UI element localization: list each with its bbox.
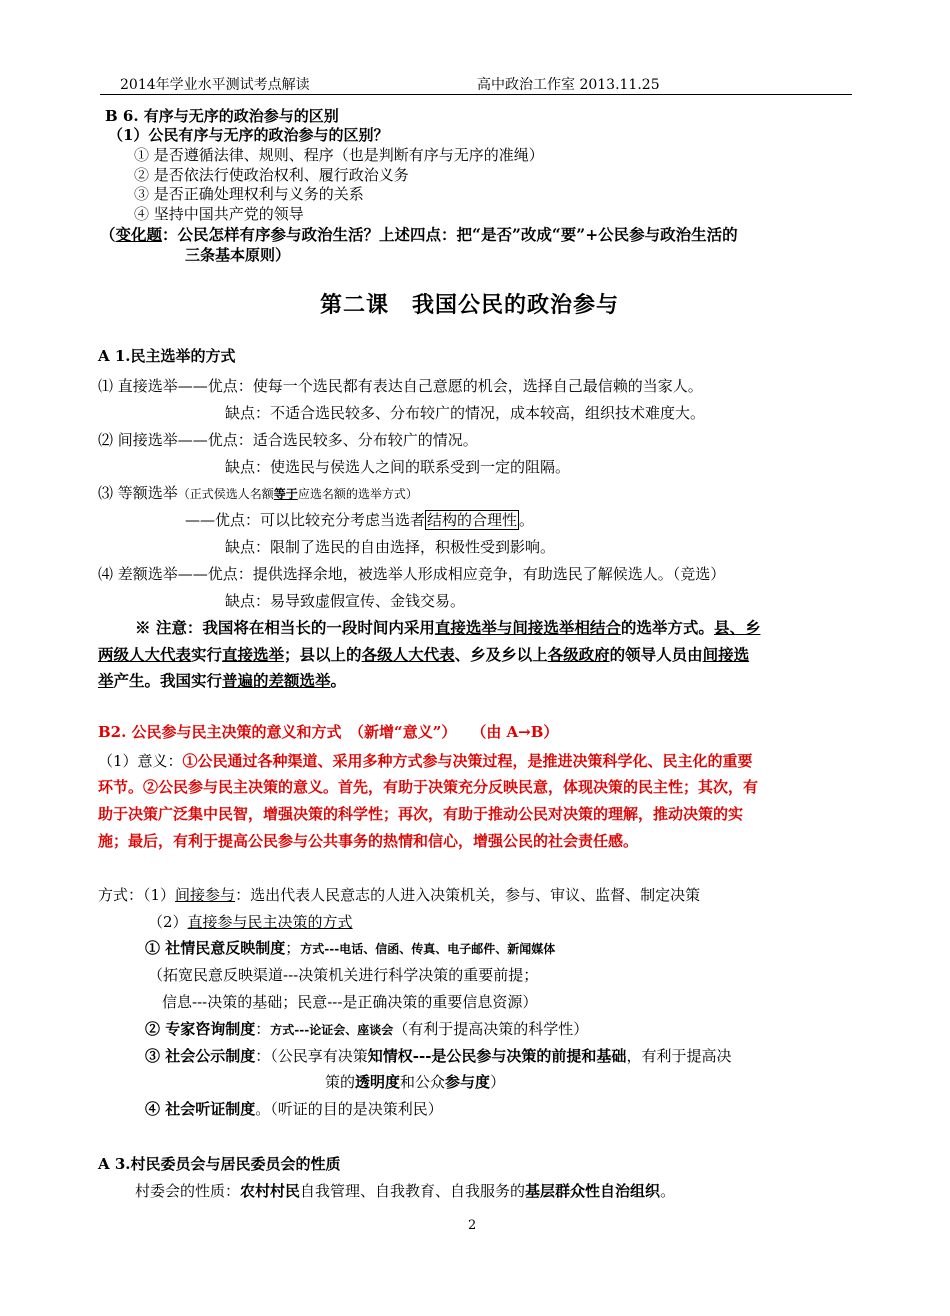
- indirect-election-dis: 缺点：使选民与侯选人之间的联系受到一定的阻隔。: [225, 458, 571, 476]
- b6-title: B 6. 有序与无序的政治参与的区别: [105, 107, 339, 125]
- diff-election-dis: 缺点：易导致虚假宣传、金钱交易。: [225, 592, 466, 610]
- indirect-election-adv: ⑵ 间接选举——优点：适合选民较多、分布较广的情况。: [98, 431, 478, 449]
- lesson-title: 第二课 我国公民的政治参与: [320, 292, 620, 318]
- diff-election-adv: ⑷ 差额选举——优点：提供选择余地，被选举人形成相应竞争，有助选民了解候选人。（竞选）: [98, 565, 726, 583]
- b6-question: （1）公民有序与无序的政治参与的区别？: [108, 126, 389, 144]
- boxed-text: 结构的合理性: [427, 511, 518, 529]
- ways-direct: （2）直接参与民主决策的方式: [148, 913, 353, 931]
- b2-significance-l2: 环节。②公民参与民主决策的意义。首先，有助于决策充分反映民意，体现决策的民主性；其次，有: [98, 778, 759, 796]
- header-left: 2014年学业水平测试考点解读: [120, 77, 310, 93]
- a3-title: A 3.村民委员会与居民委员会的性质: [98, 1155, 341, 1173]
- note-line-3: 举产生。我国实行普遍的差额选举。: [98, 671, 347, 690]
- b2-title: B2. 公民参与民主决策的意义和方式 （新增“意义”） （由 A→B）: [98, 723, 559, 741]
- ways-indirect: 方式：（1）间接参与：选出代表人民意志的人进入决策机关，参与、审议、监督、制定决策: [98, 886, 701, 904]
- b2-significance-l1: （1）意义：①公民通过各种渠道、采用多种方式参与决策过程，是推进决策科学化、民主化的重要: [98, 752, 753, 770]
- b6-variant-line2: 三条基本原则）: [185, 246, 291, 264]
- method-4: ④ 社会听证制度。（听证的目的是决策利民）: [145, 1100, 443, 1118]
- b2-significance-l4: 施；最后，有利于提高公民参与公共事务的热情和信心，增强公民的社会责任感。: [98, 832, 639, 850]
- direct-election-dis: 缺点：不适合选民较多、分布较广的情况，成本较高，组织技术难度大。: [225, 404, 706, 422]
- header-right: 高中政治工作室 2013.11.25: [477, 77, 660, 93]
- b6-item-1: ① 是否遵循法律、规则、程序（也是判断有序与无序的准绳）: [134, 146, 544, 164]
- b6-item-3: ③ 是否正确处理权利与义务的关系: [134, 185, 364, 203]
- method-1: ① 社情民意反映制度；方式---电话、信函、传真、电子邮件、新闻媒体: [145, 939, 556, 957]
- direct-election-adv: ⑴ 直接选举——优点：使每一个选民都有表达自己意愿的机会，选择自己最信赖的当家人。: [98, 377, 703, 395]
- equal-election-title: ⑶ 等额选举（正式侯选人名额等于应选名额的选举方式）: [98, 484, 418, 502]
- method-3-line-2: 策的透明度和公众参与度）: [325, 1073, 506, 1091]
- method-3: ③ 社会公示制度：（公民享有决策知情权---是公民参与决策的前提和基础，有利于提高决: [145, 1047, 732, 1065]
- a3-line-1: 村委会的性质：农村村民自我管理、自我教育、自我服务的基层群众性自治组织。: [135, 1182, 676, 1200]
- method-1-note-2: 信息---决策的基础；民意---是正确决策的重要信息资源）: [162, 993, 538, 1011]
- b6-variant: （变化题：公民怎样有序参与政治生活？上述四点：把“是否”改成“要”+公民参与政治生活的: [100, 225, 738, 244]
- b6-item-2: ② 是否依法行使政治权利、履行政治义务: [134, 166, 409, 184]
- page-header: [100, 72, 852, 95]
- equal-election-dis: 缺点：限制了选民的自由选择，积极性受到影响。: [225, 538, 556, 556]
- variant-label: 变化题: [115, 225, 163, 244]
- note-line-1: ※ 注意：我国将在相当长的一段时间内采用直接选举与间接选举相结合的选举方式。县、乡: [135, 618, 761, 637]
- a1-title: A 1.民主选举的方式: [98, 347, 236, 365]
- page-number: 2: [468, 1218, 477, 1233]
- note-line-2: 两级人大代表实行直接选举；县以上的各级人大代表、乡及乡以上各级政府的领导人员由间接选: [98, 645, 750, 664]
- method-1-note-1: （拓宽民意反映渠道---决策机关进行科学决策的重要前提；: [148, 966, 539, 984]
- equal-election-adv: ——优点：可以比较充分考虑当选者 结构的合理性 。: [185, 511, 535, 529]
- method-2: ② 专家咨询制度：方式---论证会、座谈会（有利于提高决策的科学性）: [145, 1020, 589, 1038]
- b2-significance-l3: 助于决策广泛集中民智，增强决策的科学性；再次，有助于推动公民对决策的理解，推动决策的实: [98, 805, 744, 823]
- b6-item-4: ④ 坚持中国共产党的领导: [134, 205, 304, 223]
